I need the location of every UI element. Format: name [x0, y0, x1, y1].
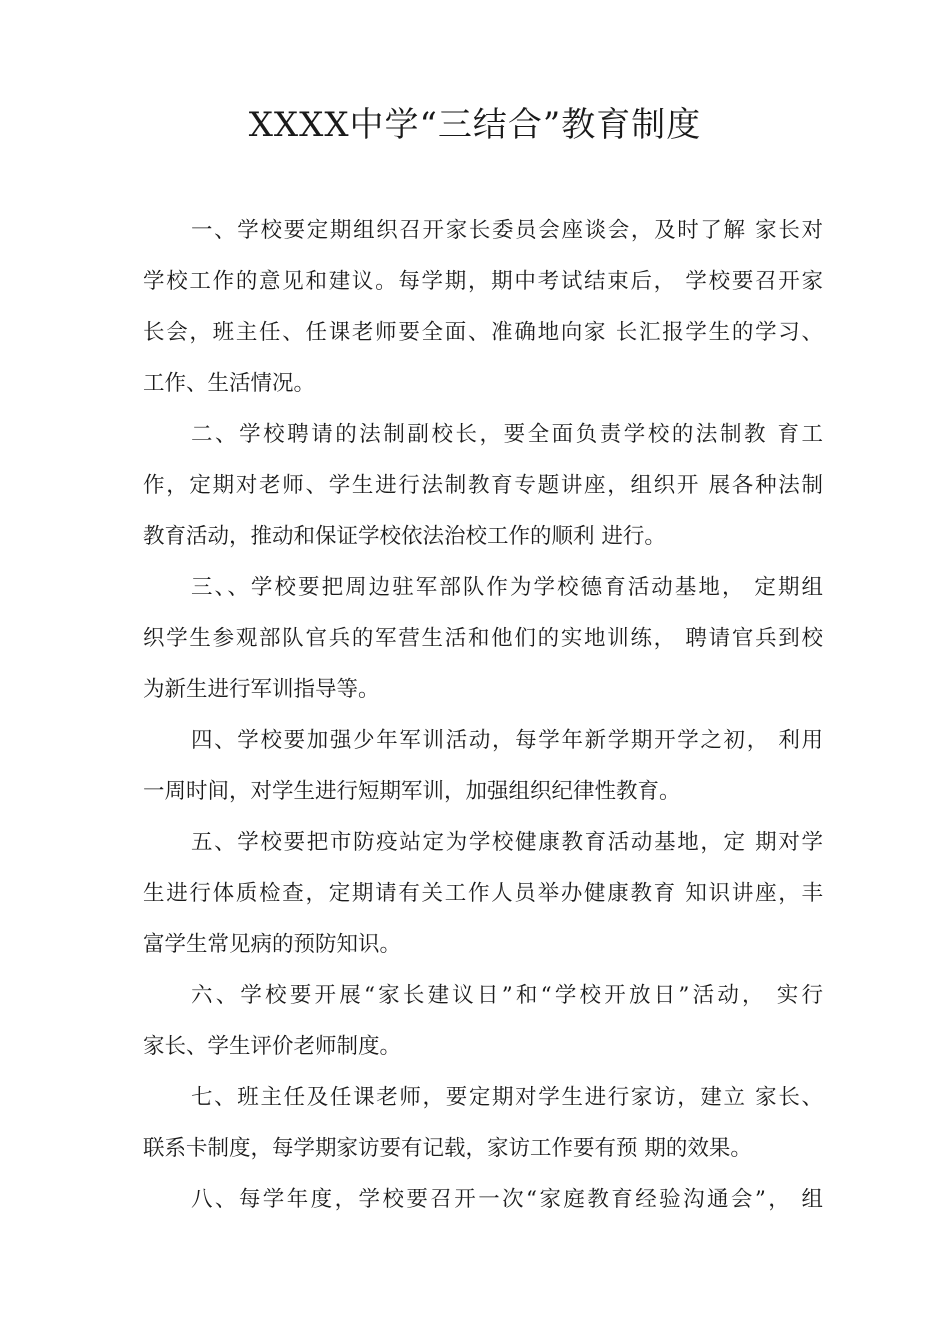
paragraph-line: 七、班主任及任课老师，要定期对学生进行家访，建立 家长、: [191, 1085, 823, 1110]
paragraph-line: 工作、生活情况。: [143, 371, 316, 396]
document-body: [143, 205, 823, 1225]
paragraph-line: 学校工作的意见和建议。每学期，期中考试结束后， 学校要召开家: [143, 269, 823, 294]
paragraph-line: 一、学校要定期组织召开家长委员会座谈会，及时了解 家长对: [191, 218, 823, 243]
document-title: XXXX中学“三结合”教育制度: [248, 105, 702, 145]
paragraph-4: [143, 715, 823, 817]
paragraph-2: [143, 409, 823, 562]
paragraph-line: 四、学校要加强少年军训活动，每学年新学期开学之初， 利用: [191, 728, 823, 753]
paragraph-6: [143, 970, 823, 1072]
paragraph-line: 一周时间，对学生进行短期军训，加强组织纪律性教育。: [143, 779, 681, 804]
paragraph-7: [143, 1072, 823, 1174]
paragraph-line: 五、学校要把市防疫站定为学校健康教育活动基地，定 期对学: [191, 830, 823, 855]
paragraph-3: [143, 562, 823, 715]
paragraph-line: 家长、学生评价老师制度。: [143, 1034, 402, 1059]
paragraph-line: 生进行体质检查，定期请有关工作人员举办健康教育 知识讲座，丰: [143, 881, 823, 906]
paragraph-1: [143, 205, 823, 409]
paragraph-8: [143, 1174, 823, 1225]
paragraph-line: 八、每学年度，学校要召开一次“家庭教育经验沟通会”， 组: [191, 1187, 823, 1212]
paragraph-line: 织学生参观部队官兵的军营生活和他们的实地训练， 聘请官兵到校: [143, 626, 823, 651]
paragraph-line: 为新生进行军训指导等。: [143, 677, 380, 702]
paragraph-line: 二、学校聘请的法制副校长，要全面负责学校的法制教 育工: [191, 422, 823, 447]
paragraph-line: 长会，班主任、任课老师要全面、准确地向家 长汇报学生的学习、: [143, 320, 823, 345]
paragraph-line: 六、学校要开展“家长建议日”和“学校开放日”活动， 实行: [191, 983, 823, 1008]
paragraph-line: 三、、学校要把周边驻军部队作为学校德育活动基地， 定期组: [191, 575, 823, 600]
paragraph-line: 教育活动，推动和保证学校依法治校工作的顺利 进行。: [143, 524, 666, 549]
paragraph-line: 联系卡制度，每学期家访要有记载，家访工作要有预 期的效果。: [143, 1136, 752, 1161]
paragraph-line: 作，定期对老师、学生进行法制教育专题讲座，组织开 展各种法制: [143, 473, 823, 498]
paragraph-line: 富学生常见病的预防知识。: [143, 932, 402, 957]
paragraph-5: [143, 817, 823, 970]
